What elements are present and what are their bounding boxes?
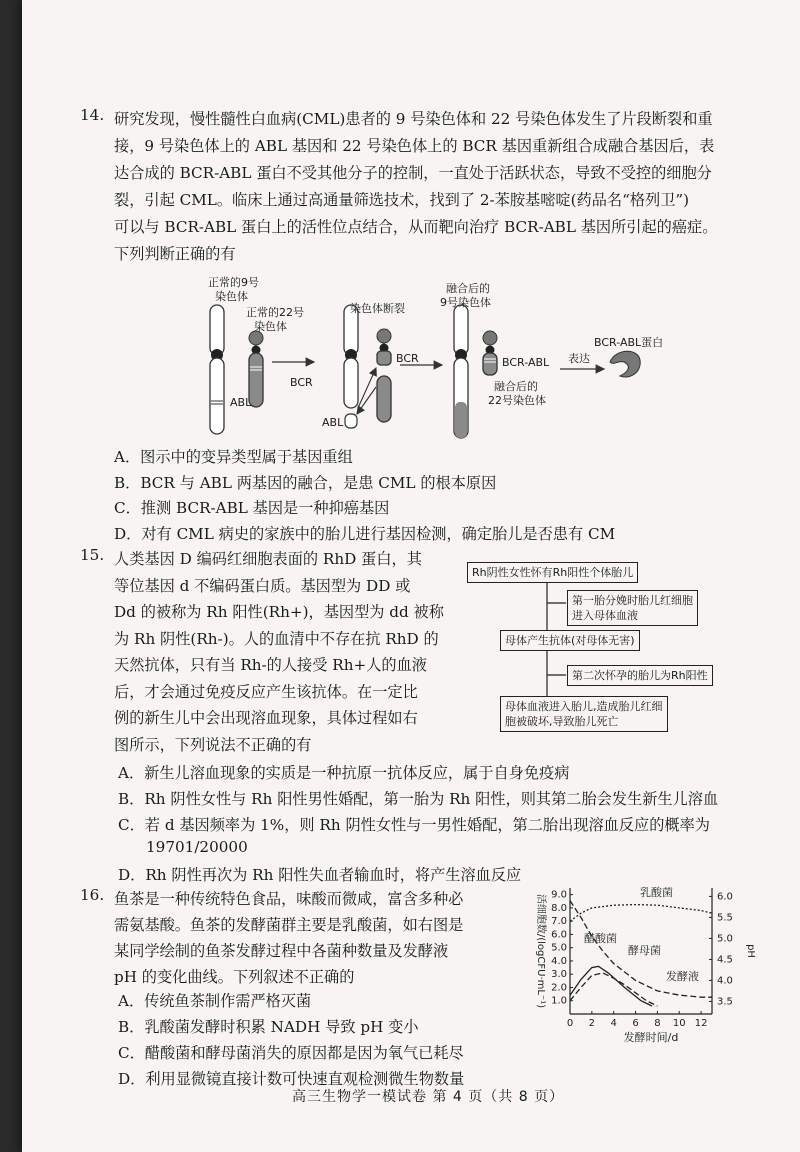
flow-box-2 [567,590,698,626]
label-bcr-abl-gene: BCR-ABL [502,356,550,369]
chromosome-9-normal [210,305,224,355]
q14-number: 14. [80,106,105,124]
page-footer: 高三生物学一模试卷 第 4 页（共 8 页） [292,1089,565,1105]
fermentation-chart [500,876,770,1046]
q14-stem-line: 可以与 BCR-ABL 蛋白上的活性位点结合，从而靶向治疗 BCR-ABL 基因所引起的癌症。 [114,218,718,236]
q15-stem-line: 后，才会通过免疫反应产生该抗体。在一定比 [114,682,418,701]
series-label: 发酵液 [666,970,699,983]
label-protein: BCR-ABL蛋白 [594,336,664,349]
y-tick-label: 3.0 [551,969,567,981]
q14-option-c: C．推测 BCR-ABL 基因是一种抑癌基因 [114,499,390,517]
y-tick-label: 8.0 [551,902,567,914]
q14-stem-line: 达合成的 BCR-ABL 蛋白不受其他分子的控制，一直处于活跃状态，导致不受控的细胞分 [114,164,712,182]
q16-stem-line: pH 的变化曲线。下列叙述不正确的 [114,968,355,986]
label-normal-22b: 染色体 [254,320,287,333]
q15-option-b: B．Rh 阴性女性与 Rh 阳性男性婚配，第一胎为 Rh 阳性，则其第二胎会发生新生儿溶血 [118,790,719,808]
x-tick-label: 12 [694,1018,708,1029]
flow-box-3: 母体产生抗体(对母体无害) [500,630,640,651]
y-axis-label: 活细胞数/(logCFU·mL⁻¹) [535,893,546,1009]
flow-box-5 [500,696,668,732]
label-express: 表达 [568,352,590,365]
q14-stem [114,106,717,268]
flow-box-2-line: 第一胎分娩时胎儿红细胞 [572,594,693,607]
x-tick-label: 0 [566,1018,574,1029]
flow-box-2-line: 进入母体血液 [572,609,638,622]
exam-page [22,0,800,1152]
q14-stem-line: 下列判断正确的有 [114,245,236,263]
q15-option-a: A．新生儿溶血现象的实质是一种抗原一抗体反应，属于自身免疫病 [118,764,570,782]
y-tick-label: 6.0 [551,929,567,941]
q16-stem [114,886,463,990]
q15-stem-line: Dd 的被称为 Rh 阳性(Rh+)，基因型为 dd 被称 [114,603,444,621]
series-line [570,905,712,922]
label-fused-22b: 22号染色体 [488,394,546,407]
q15-stem-line: 为 Rh 阴性(Rh-)。人的血清中不存在抗 RhD 的 [114,629,439,648]
series-label: 乳酸菌 [640,886,673,899]
q16-stem-line: 鱼茶是一种传统特色食品，味酸而微咸，富含多种必 [114,890,464,908]
q15-option-d: D．Rh 阴性再次为 Rh 阳性失血者输血时，将产生溶血反应 [118,866,522,884]
y2-tick-label: 4.5 [717,954,733,966]
y-tick-label: 5.0 [551,942,567,954]
flow-box-5-line: 胞被破坏,导致胎儿死亡 [505,715,619,728]
q16-number: 16. [80,886,105,904]
y-tick-label: 1.0 [551,995,567,1007]
bcr-abl-protein-shape [610,351,640,377]
label-breakage: 染色体断裂 [350,302,405,315]
q16-option-a: A．传统鱼茶制作需严格灭菌 [118,992,312,1010]
q14-stem-line: 接，9 号染色体上的 ABL 基因和 22 号染色体上的 BCR 基因重新组合成融合基因后，表 [114,137,715,155]
chromosome-22-normal [249,331,263,345]
label-bcr-1: BCR [290,376,313,389]
label-bcr-2: BCR [396,352,419,365]
label-abl-2: ABL [322,416,344,429]
q14-option-d: D．对有 CML 病史的家族中的胎儿进行基因检测，确定胎儿是否患有 CM [114,525,616,543]
series-label: 酵母菌 [628,944,661,957]
y-tick-label: 2.0 [551,982,567,994]
flow-box-5-line: 母体血液进入胎儿,造成胎儿红细 [505,700,663,713]
q16-stem-line: 需氨基酸。鱼茶的发酵菌群主要是乳酸菌，如右图是 [114,916,464,934]
label-fused-9: 融合后的 [446,282,490,295]
q16-option-d: D．利用显微镜直接计数可快速直观检测微生物数量 [118,1070,465,1088]
q15-stem-line: 天然抗体，只有当 Rh-的人接受 Rh+人的血液 [114,656,427,674]
label-normal-9: 正常的9号 [208,276,259,289]
x-tick-label: 6 [632,1018,639,1029]
q15-number: 15. [80,546,105,564]
label-fused-22: 融合后的 [494,380,538,393]
y-tick-label: 9.0 [551,889,567,901]
q16-stem-line: 某同学绘制的鱼茶发酵过程中各菌种数量及发酵液 [114,942,449,960]
x-tick-label: 4 [610,1018,617,1029]
y2-tick-label: 3.5 [717,996,733,1008]
label-normal-9b: 染色体 [215,290,248,303]
q14-option-a: A．图示中的变异类型属于基因重组 [114,448,353,466]
q14-stem-line: 研究发现，慢性髓性白血病(CML)患者的 9 号染色体和 22 号染色体发生了片段断裂和重 [114,110,713,128]
label-abl-1: ABL [230,396,252,409]
series-label: 醋酸菌 [584,932,617,945]
x-tick-label: 8 [654,1018,661,1029]
q14-stem-line: 裂，引起 CML。临床上通过高通量筛选技术，找到了 2-苯胺基嘧啶(药品名“格列卫”) [114,191,690,209]
y2-tick-label: 4.0 [717,975,733,987]
x-tick-label: 10 [672,1018,686,1029]
y2-tick-label: 5.5 [717,912,733,924]
q15-stem-line: 例的新生儿中会出现溶血现象，具体过程如右 [114,709,418,727]
q14-option-b: B．BCR 与 ABL 两基因的融合，是患 CML 的根本原因 [114,474,497,492]
q16-option-c: C．醋酸菌和酵母菌消失的原因都是因为氧气已耗尽 [118,1044,464,1062]
chromosome-22-fused [483,331,497,345]
y-tick-label: 7.0 [551,916,567,928]
x-tick-label: 2 [588,1018,596,1029]
label-fused-9b: 9号染色体 [440,296,491,309]
flow-box-4: 第二次怀孕的胎儿为Rh阳性 [567,665,713,686]
chromosome-9-fused [454,305,468,355]
y2-axis-label: pH [745,944,756,958]
q15-option-c: C．若 d 基因频率为 1%，则 Rh 阴性女性与一男性婚配，第二胎出现溶血反应的概率为 [118,816,710,834]
y2-tick-label: 6.0 [717,891,733,903]
chromosome-22-breaking [377,329,391,343]
q15-option-c-cont: 19701/20000 [146,838,248,856]
q16-option-b: B．乳酸菌发酵时积累 NADH 导致 pH 变小 [118,1018,419,1036]
q15-stem-line: 等位基因 d 不编码蛋白质。基因型为 DD 或 [114,576,411,595]
y2-tick-label: 5.0 [717,933,733,945]
label-normal-22: 正常的22号 [246,306,304,319]
q15-stem-line: 人类基因 D 编码红细胞表面的 RhD 蛋白，其 [114,550,422,568]
q15-stem [114,546,444,758]
x-axis-label: 发酵时间/d [623,1031,679,1044]
flow-box-1: Rh阴性女性怀有Rh阳性个体胎儿 [467,562,638,583]
q15-stem-line: 图所示，下列说法不正确的有 [114,735,312,754]
y-tick-label: 4.0 [551,955,567,967]
